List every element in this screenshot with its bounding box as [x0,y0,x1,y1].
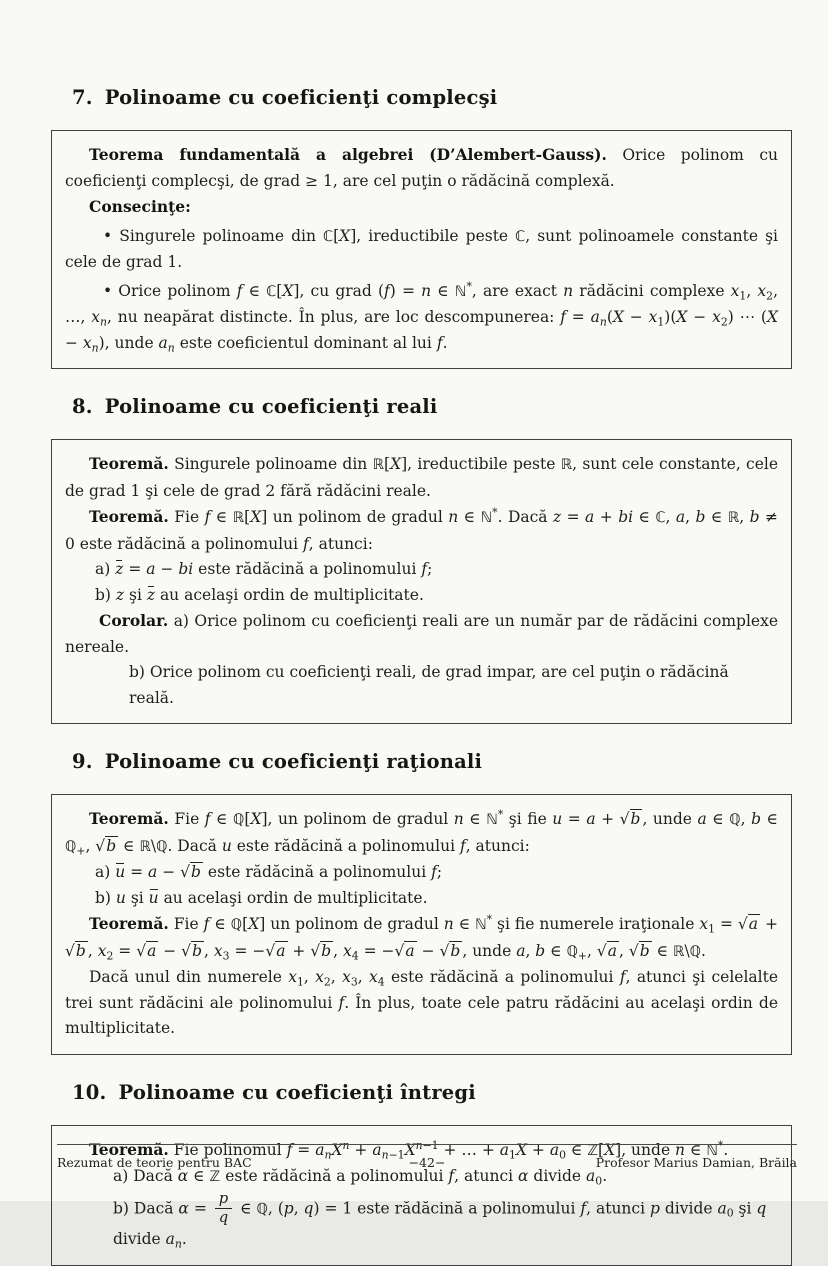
paragraph: Teoremă. Fie f ∈ ℚ[X] un polinom de gradul n ∈ ℕ* şi fie numerele iraţionale $x_1 = √a + √b$ , $x_2 = √a - √b$ , $x_3 = -√a + √b$ , $x_4 = -√a - √b$ , unde a, b ∈ ℚ$_+$, √a , √b ∈ ℝ\ℚ. [65,913,778,962]
section-title: Polinoame cu coeficienţi raţionali [104,750,483,773]
paragraph: Teoremă. Fie f ∈ ℝ[X] un polinom de gradul n ∈ ℕ*. Dacă z = a + bi ∈ ℂ, a, b ∈ ℝ, b ≠ 0 este rădăcină a polinomului f, atunci: [65,506,779,553]
section-7 [51,86,792,369]
paragraph: b) z şi z au acelaşi ordin de multiplicitate. [95,585,424,604]
paragraph: b) Orice polinom cu coeficienţi reali, de grad impar, are cel puţin o rădăcină reală. [129,663,729,707]
paragraph: a) z = a − bi este rădăcină a polinomului f; [95,560,433,578]
section-10-heading [72,1081,792,1104]
section-10 [51,1081,792,1266]
section-number: 7. [72,86,93,109]
section-number: 8. [72,395,93,418]
paragraph: Dacă unul din numerele $x_1$, $x_2$, $x_3$, $x_4$ este rădăcină a polinomului f, atunci şi celelalte trei sunt rădăcini ale polinomului f. În plus, toate cele patru rădăcini au acelaşi ordin de multiplicitate. [65,968,779,1037]
paragraph: b) Dacă α = $\frac{p}{q}$ ∈ ℚ, (p, q) = 1 este rădăcină a polinomului f, atunci p divide $a_0$ şi q divide $a_n$. [113,1189,767,1251]
section-8-heading [72,395,792,418]
paragraph: a) u = a − √b este rădăcină a polinomului f; [95,863,443,881]
section-number: 10. [72,1080,107,1104]
theorem-box-real [51,439,792,724]
theorem-box-complex [51,130,792,369]
paragraph: Teorema fundamentală a algebrei (D’Alembert-Gauss). Orice polinom cu coeficienţi complecşi, de grad ≥ 1, are cel puţin o rădăcină complexă. [65,145,778,190]
paragraph: b) u şi u au acelaşi ordin de multiplicitate. [95,888,428,907]
section-8 [51,395,792,724]
footer-book-title: Rezumat de teorie pentru BAC [57,1155,252,1170]
section-9-heading [72,750,792,773]
footer-page-number: −42− [408,1155,446,1170]
paragraph: Teoremă. Singurele polinoame din ℝ[X], ireductibile peste ℝ, sunt cele constante, cele de grad 1 şi cele de grad 2 fără rădăcini reale. [65,454,779,500]
paragraph: Teoremă. Fie f ∈ ℚ[X], un polinom de gradul n ∈ ℕ* şi fie u = a + √b , unde a ∈ ℚ, b ∈ ℚ$_+$, √b ∈ ℝ\ℚ. Dacă u este rădăcină a polinomului f, atunci: [65,808,778,857]
paragraph: Consecinţe: [89,197,191,216]
section-title: Polinoame cu coeficienţi complecşi [104,86,498,109]
paragraph: • Orice polinom f ∈ ℂ[X], cu grad (f) = n ∈ ℕ*, are exact n rădăcini complexe $x_1$, $x_2$, …, $x_n$, nu neapărat distincte. În plus, are loc descompunerea: $f = a_n(X - x_1)(X - x_2)$ ⋯ $(X - x_n)$, unde $a_n$ este coeficientul dominant al lui f. [65,279,779,354]
theorem-box-rational [51,794,792,1055]
section-9 [51,750,792,1055]
paragraph: • Singurele polinoame din ℂ[X], ireductibile peste ℂ, sunt polinoamele constante şi cele de grad 1. [65,226,779,271]
section-title: Polinoame cu coeficienţi reali [104,395,438,418]
paragraph: Teoremă. Fie polinomul $f = a_nX^n + a_{n-1}X^{n-1}$ + … + $a_1X + a_0$ ∈ ℤ[X], unde n ∈ ℕ*. [89,1138,729,1161]
paragraph: Corolar. a) Orice polinom cu coeficienţi reali are un număr par de rădăcini complexe nereale. [65,611,778,656]
section-title: Polinoame cu coeficienţi întregi [118,1080,476,1104]
paragraph: a) Dacă α ∈ ℤ este rădăcină a polinomului f, atunci α divide $a_0$. [113,1167,608,1188]
footer-author: Profesor Marius Damian, Brăila [595,1155,798,1170]
page-footer [57,1144,797,1170]
section-7-heading [72,86,792,109]
section-number: 9. [72,750,93,773]
